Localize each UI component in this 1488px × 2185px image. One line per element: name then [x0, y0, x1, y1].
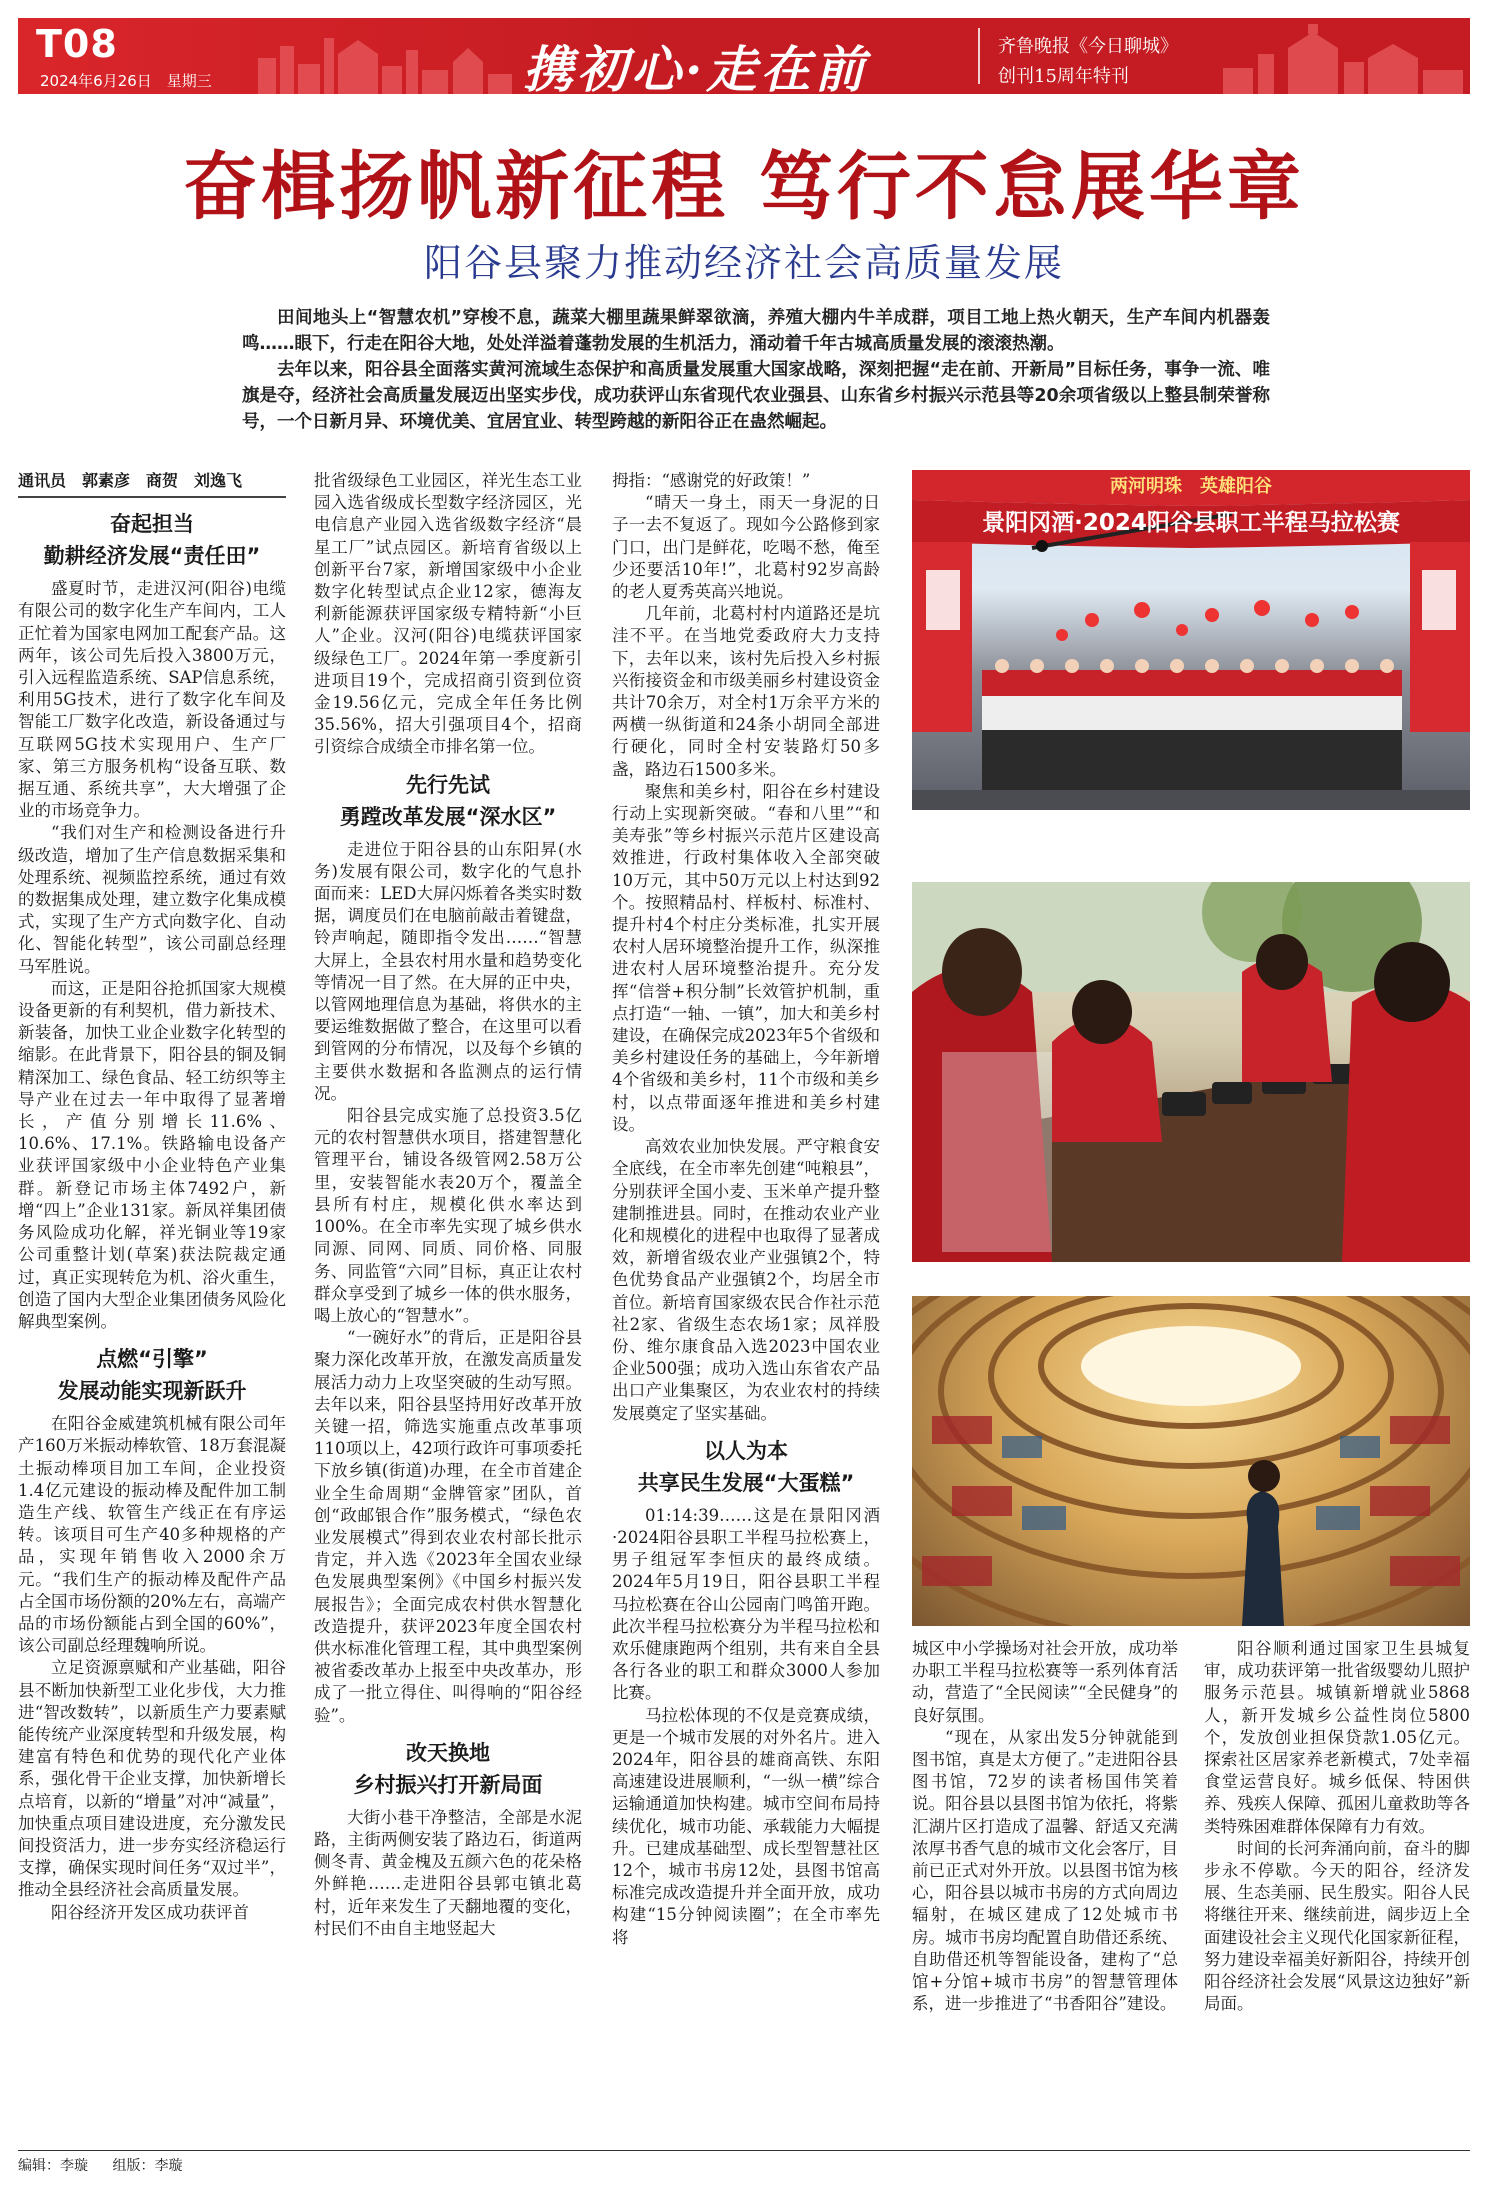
library-shelves-illustration — [912, 1296, 1470, 1626]
body-paragraph: 批省级绿色工业园区，祥光生态工业园入选省级成长型数字经济园区，光电信息产业园入选省级数字经济“晨星工厂”试点园区。新培育省级以上创新平台7家，新增国家级中小企业数字化转型试点企业12家，德海友利新能源获评国家级专精特新“小巨人”企业。汉河(阳谷)电缆获评国家级绿色工厂。2024年第一季度新引进项目19个，完成招商引资到位资金19.56亿元，完成全年任务比例35.56%，招大引强项目4个，招商引资综合成绩全市排名第一位。 — [314, 471, 582, 757]
body-paragraph: “我们对生产和检测设备进行升级改造，增加了生产信息数据采集和处理系统、视频监控系统，通过有效的数据集成处理，建立数字化集成模式，实现了生产方式向数字化、自动化、智能化转型”，该公司副总经理马军胜说。 — [18, 823, 286, 976]
column-5 — [1204, 1638, 1470, 2015]
photo-banner-top: 两河明珠 英雄阳谷 — [1110, 476, 1272, 497]
body-paragraph: 几年前，北葛村村内道路还是坑洼不平。在当地党委政府大力支持下，去年以来，该村先后投入乡村振兴衔接资金和市级美丽乡村建设资金共计70余万，对全村1万余平方米的两横一纵街道和24条小胡同全部进行硬化，同时全村安装路灯50多盏，路边石1500多米。 — [612, 604, 880, 779]
header-slogan: 携初心·走在前 — [523, 40, 869, 99]
section-heading: 点燃“引擎” 发展动能实现新跃升 — [57, 1347, 247, 1404]
photo-banner-main: 景阳冈酒·2024阳谷县职工半程马拉松赛 — [982, 510, 1400, 536]
body-paragraph: 在阳谷金威建筑机械有限公司年产160万米振动棒软管、18万套混凝土振动棒项目加工车间，企业投资1.4亿元建设的振动棒及配件加工制造生产线、软管生产线正在有序运转。该项目可生产40多种规格的产品，实现年销售收入2000余万元。“我们生产的振动棒及配件产品占全国市场份额的20%左右，高端产品的市场份额能占到全国的60%”，该公司副总经理魏响所说。 — [18, 1414, 286, 1656]
section-heading: 以人为本 共享民生发展“大蛋糕” — [637, 1438, 855, 1495]
body-paragraph: 立足资源禀赋和产业基础，阳谷县不断加快新型工业化步伐，大力推进“智改数转”，以新质生产力要素赋能传统产业深度转型和升级发展，构建富有特色和优势的现代化产业体系，强化骨干企业支撑，加快新增长点培育，以新的“增量”对冲“减量”，加快重点项目建设进度，充分激发民间投资活力，进一步夯实经济稳运行支撑，确保实现时间任务“双过半”，推动全县经济社会高质量发展。 — [18, 1658, 286, 1900]
body-paragraph: 走进位于阳谷县的山东阳昇(水务)发展有限公司，数字化的气息扑面而来：LED大屏闪烁着各类实时数据，调度员们在电脑前敲击着键盘，铃声响起，随即指令发出……“智慧大屏上，全县农村用水量和趋势变化等情况一目了然。在大屏的正中央，以管网地理信息为基础，将供水的主要运维数据做了整合，在这里可以看到管网的分布情况，以及每个乡镇的主要供水数据和各监测点的运行情况。 — [314, 839, 582, 1103]
page-header — [18, 18, 1470, 99]
body-paragraph: 而这，正是阳谷抢抓国家大规模设备更新的有利契机，借力新技术、新装备，加快工业企业数字化转型的缩影。在此背景下，阳谷县的铜及铜精深加工、绿色食品、轻工纺织等主导产业在过去一年中取得了显著增长，产值分别增长11.6%、10.6%、17.1%。铁路输电设备产业获评国家级中小企业特色产业集群。新登记市场主体7492户，新增“四上”企业131家。新凤祥集团债务风险成功化解，祥光铜业等19家公司重整计划(草案)获法院裁定通过，真正实现转危为机、浴火重生，创造了国内大型企业集团债务风险化解典型案例。 — [18, 978, 286, 1331]
body-paragraph: 高效农业加快发展。严守粮食安全底线，在全市率先创建“吨粮县”，分别获评全国小麦、玉米单产提升整建制推进县。同时，在推动农业产业化和规模化的进程中也取得了显著成效，新增省级农业产业强镇2个，特色优势食品产业强镇2个，均居全市首位。新培育国家级农民合作社示范社2家、省级生态农场1家；凤祥股份、维尔康食品入选2023中国农业企业500强；成功入选山东省农产品出口产业集聚区，为农业农村的持续发展奠定了坚实基础。 — [612, 1137, 880, 1423]
body-paragraph: “现在，从家出发5分钟就能到图书馆，真是太方便了。”走进阳谷县图书馆，72岁的读者杨国伟笑着说。阳谷县以县图书馆为依托，将紫汇湖片区打造成了温馨、舒适又充满浓厚书香气息的城市文化会客厅，目前已正式对外开放。以县图书馆为核心，阳谷县以城市书房的方式向周边辐射，在城区建成了12处城市书房。城市书房均配置自助借还系统、自助借还机等智能设备，建构了“总馆+分馆+城市书房”的智慧管理体系，进一步推进了“书香阳谷”建设。 — [912, 1727, 1178, 2014]
students-illustration — [912, 882, 1470, 1262]
students-activity-photo — [912, 882, 1470, 1262]
lead-paragraphs — [242, 305, 1270, 435]
lead-paragraph: 田间地头上“智慧农机”穿梭不息，蔬菜大棚里蔬果鲜翠欲滴，养殖大棚内牛羊成群，项目工地上热火朝天，生产车间内机器轰鸣……眼下，行走在阳谷大地，处处洋溢着蓬勃发展的生机活力，涌动着千年古城高质量发展的滚滚热潮。 — [242, 308, 1270, 354]
column-2 — [314, 470, 582, 1940]
body-paragraph: 阳谷顺利通过国家卫生县城复审，成功获评第一批省级婴幼儿照护服务示范县。城镇新增就业5868人，新开发城乡公益性岗位5800个，发放创业担保贷款1.05亿元。探索社区居家养老新模式，7处幸福食堂运营良好。城乡低保、特困供养、残疾人保障、孤困儿童救助等各类特殊困难群体保障有力有效。 — [1204, 1639, 1470, 1836]
lead-paragraph: 去年以来，阳谷县全面落实黄河流域生态保护和高质量发展重大国家战略，深刻把握“走在前、开新局”目标任务，事争一流、唯旗是夺，经济社会高质量发展迈出坚实步伐，成功获评山东省现代农业强县、山东省乡村振兴示范县等20余项省级以上整县制荣誉称号，一个日新月异、环境优美、宜居宜业、转型跨越的新阳谷正在蛊然崛起。 — [242, 360, 1270, 432]
body-paragraph: 拇指：“感谢党的好政策！” — [612, 471, 811, 490]
section-heading: 改天换地 乡村振兴打开新局面 — [353, 1740, 543, 1797]
column-3 — [612, 470, 880, 1949]
editor-name: 编辑：李璇 — [18, 2158, 88, 2174]
body-paragraph: “一碗好水”的背后，正是阳谷县聚力深化改革开放，在激发高质量发展活力动力上攻坚突破的生动写照。去年以来，阳谷县坚持用好改革开放关键一招，筛选实施重点改革事项110项以上，42项行政许可事项委托下放乡镇(街道)办理，在全市首建企业全生命周期“金牌管家”团队，首创“政邮银合作”服务模式，“绿色农业发展模式”得到农业农村部长批示肯定，并入选《2023年全国农业绿色发展典型案例》《中国乡村振兴发展报告》；全面完成农村供水智慧化改造提升，获评2023年度全国农村供水标准化管理工程，其中典型案例被省委改革办上报至中央改革办，形成了一批立得住、叫得响的“阳谷经验”。 — [314, 1328, 582, 1725]
body-paragraph: 大街小巷干净整洁，全部是水泥路，主街两侧安装了路边石，街道两侧冬青、黄金槐及五颜六色的花朵格外鲜艳……走进阳谷县郭屯镇北葛村，近年来发生了天翻地覆的变化，村民们不由自主地竖起大 — [314, 1807, 582, 1938]
library-photo — [912, 1296, 1470, 1626]
marathon-start-photo — [912, 470, 1470, 810]
body-paragraph: 聚焦和美乡村，阳谷在乡村建设行动上实现新突破。“春和八里”“和美寿张”等乡村振兴示范片区建设高效推进，行政村集体收入全部突破10万元，其中50万元以上村达到92个。按照精品村、样板村、标准村、提升村4个村庄分类标准，扎实开展农村人居环境整治提升工作，纵深推进农村人居环境整治提升。充分发挥“信誉+积分制”长效管护机制，重点打造“一轴、一镇”，加大和美乡村建设，在确保完成2023年5个省级和美乡村建设任务的基础上，今年新增4个省级和美乡村，11个市级和美乡村，以点带面逐年推进和美乡村建设。 — [612, 781, 880, 1134]
page-number: T08 — [36, 22, 118, 66]
body-paragraph: 阳谷县完成实施了总投资3.5亿元的农村智慧供水项目，搭建智慧化管理平台，铺设各级管网2.58万公里，安装智能水表20万个，覆盖全县所有村庄，规模化供水率达到100%。在全市率先实现了城乡供水同源、同网、同质、同价格、同服务、同监管“六同”目标，真正让农村群众享受到了城乡一体的供水服务，喝上放心的“智慧水”。 — [314, 1106, 582, 1325]
body-paragraph: 马拉松体现的不仅是竞赛成绩，更是一个城市发展的对外名片。进入2024年，阳谷县的雄商高铁、东阳高速建设进展顺利，“一纵一横”综合运输通道加快构建。城市空间布局持续优化，城市功能、承载能力大幅提升。已建成基础型、成长型智慧社区12个，城市书房12处，县图书馆高标准完成改造提升并全面开放，成功构建“15分钟阅读圈”；在全市率先将 — [612, 1705, 880, 1947]
subheadline: 阳谷县聚力推动经济社会高质量发展 — [423, 241, 1064, 285]
section-heading: 先行先试 勇蹚改革发展“深水区” — [339, 772, 557, 829]
column-4 — [912, 1638, 1178, 2015]
body-paragraph: “晴天一身土，雨天一身泥的日子一去不复返了。现如今公路修到家门口，出门是鲜花，吃喝不愁，俺至少还要活10年!”，北葛村92岁高龄的老人夏秀英高兴地说。 — [612, 493, 880, 602]
editor-credits — [18, 2150, 1470, 2175]
body-paragraph: 盛夏时节，走进汉河(阳谷)电缆有限公司的数字化生产车间内，工人正忙着为国家电网加工配套产品。这两年，该公司先后投入3800万元，引入远程监造系统、SAP信息系统，利用5G技术，进行了数字化车间及智能工厂数字化改造，新设备通过与互联网5G技术实现用户、生产厂家、第三方服务机构“设备互联、数据互通、系统共享”，大大增强了企业的市场竞争力。 — [18, 579, 286, 821]
publication-edition: 创刊15周年特刊 — [998, 66, 1129, 87]
headline: 奋楫扬帆新征程 笃行不怠展华章 — [183, 144, 1305, 230]
body-paragraph: 01:14:39……这是在景阳冈酒·2024阳谷县职工半程马拉松赛上，男子组冠军李恒庆的最终成绩。2024年5月19日，阳谷县职工半程马拉松赛在谷山公园南门鸣笛开跑。此次半程马拉松赛分为半程马拉松和欢乐健康跑两个组别，共有来自全县各行各业的职工和群众3000人参加比赛。 — [612, 1505, 880, 1703]
body-paragraph: 阳谷经济开发区成功获评首 — [51, 1902, 249, 1922]
city-skyline-left-icon — [248, 18, 518, 94]
pagoda-skyline-right-icon — [1218, 18, 1468, 94]
body-paragraph: 城区中小学操场对社会开放，成功举办职工半程马拉松赛等一系列体育活动，营造了“全民阅读”“全民健身”的良好氛围。 — [912, 1639, 1178, 1725]
section-heading: 奋起担当 勤耕经济发展“责任田” — [43, 512, 261, 569]
layout-name: 组版：李璇 — [112, 2158, 183, 2174]
publication-name: 齐鲁晚报《今日聊城》 — [998, 36, 1178, 57]
header-divider — [978, 28, 980, 84]
body-paragraph: 时间的长河奔涌向前，奋斗的脚步永不停歇。今天的阳谷，经济发展、生态美丽、民生殷实。阳谷人民将继往开来、继续前进，阔步迈上全面建设社会主义现代化国家新征程，努力建设幸福美好新阳谷，持续开创阳谷经济社会发展“风景这边独好”新局面。 — [1204, 1838, 1470, 2014]
column-1 — [18, 470, 286, 1924]
page-date: 2024年6月26日 星期三 — [40, 72, 212, 90]
byline: 通讯员 郭素彦 商贺 刘逸飞 — [18, 470, 286, 498]
